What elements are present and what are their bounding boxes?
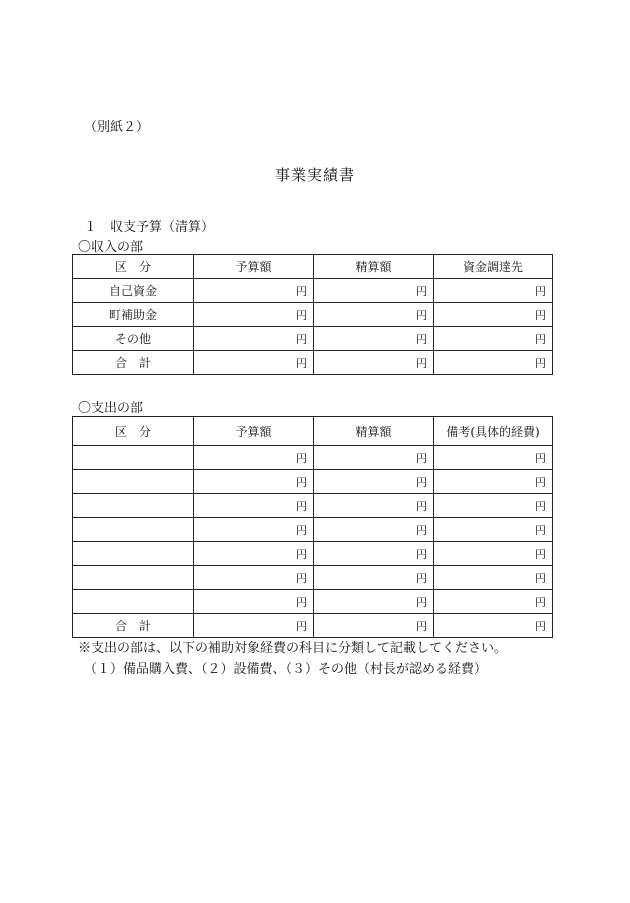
income-table (72, 254, 553, 375)
amount-cell: 円 (194, 494, 314, 518)
row-label (73, 590, 194, 614)
amount-cell: 円 (314, 351, 434, 375)
row-label (73, 542, 194, 566)
amount-cell: 円 (314, 327, 434, 351)
table-row (73, 446, 553, 470)
expense-categories-note: （１）備品購入費、（２）設備費、（３）その他（村長が認める経費） (84, 662, 488, 677)
amount-cell: 円 (314, 518, 434, 542)
amount-cell: 円 (314, 590, 434, 614)
amount-cell: 円 (314, 494, 434, 518)
row-label (73, 566, 194, 590)
total-row (73, 351, 553, 375)
table-row (73, 303, 553, 327)
amount-cell: 円 (314, 542, 434, 566)
row-label: 合 計 (73, 351, 194, 375)
amount-cell: 円 (434, 303, 553, 327)
row-label: その他 (73, 327, 194, 351)
amount-cell: 円 (194, 614, 314, 638)
table-row (73, 590, 553, 614)
income-header-source: 資金調達先 (434, 255, 553, 279)
table-row (73, 566, 553, 590)
expense-header-budget: 予算額 (194, 417, 314, 446)
amount-cell: 円 (314, 566, 434, 590)
income-header-row (73, 255, 553, 279)
income-header-settlement: 精算額 (314, 255, 434, 279)
amount-cell: 円 (194, 327, 314, 351)
income-header-category: 区 分 (73, 255, 194, 279)
amount-cell: 円 (434, 351, 553, 375)
amount-cell: 円 (314, 614, 434, 638)
amount-cell: 円 (434, 470, 553, 494)
amount-cell: 円 (314, 446, 434, 470)
document-title: 事業実績書 (274, 166, 355, 184)
income-header-budget: 予算額 (194, 255, 314, 279)
amount-cell: 円 (194, 566, 314, 590)
amount-cell: 円 (434, 279, 553, 303)
amount-cell: 円 (434, 327, 553, 351)
expense-header-row (73, 417, 553, 446)
row-label: 合 計 (73, 614, 194, 638)
amount-cell: 円 (434, 590, 553, 614)
amount-cell: 円 (194, 279, 314, 303)
row-label (73, 446, 194, 470)
amount-cell: 円 (314, 279, 434, 303)
classification-note: ※支出の部は、以下の補助対象経費の科目に分類して記載してください。 (78, 641, 508, 656)
total-row (73, 614, 553, 638)
amount-cell: 円 (194, 446, 314, 470)
expense-header-settlement: 精算額 (314, 417, 434, 446)
row-label (73, 518, 194, 542)
table-row (73, 494, 553, 518)
amount-cell: 円 (194, 470, 314, 494)
amount-cell: 円 (434, 542, 553, 566)
amount-cell: 円 (194, 590, 314, 614)
table-row (73, 470, 553, 494)
amount-cell: 円 (194, 518, 314, 542)
amount-cell: 円 (434, 566, 553, 590)
amount-cell: 円 (194, 303, 314, 327)
amount-cell: 円 (314, 303, 434, 327)
income-heading: 〇収入の部 (78, 240, 144, 255)
row-label: 町補助金 (73, 303, 194, 327)
table-row (73, 518, 553, 542)
amount-cell: 円 (434, 494, 553, 518)
amount-cell: 円 (194, 351, 314, 375)
amount-cell: 円 (194, 542, 314, 566)
amount-cell: 円 (314, 470, 434, 494)
expense-header-category: 区 分 (73, 417, 194, 446)
table-row (73, 279, 553, 303)
amount-cell: 円 (434, 518, 553, 542)
table-row (73, 542, 553, 566)
amount-cell: 円 (434, 614, 553, 638)
expense-table (72, 416, 553, 638)
expense-header-remarks: 備考(具体的経費) (434, 417, 553, 446)
appendix-label: （別紙２） (84, 120, 150, 135)
amount-cell: 円 (434, 446, 553, 470)
row-label: 自己資金 (73, 279, 194, 303)
expense-heading: 〇支出の部 (78, 401, 144, 416)
row-label (73, 494, 194, 518)
section-heading: １ 収支予算（清算） (84, 220, 215, 235)
row-label (73, 470, 194, 494)
table-row (73, 327, 553, 351)
